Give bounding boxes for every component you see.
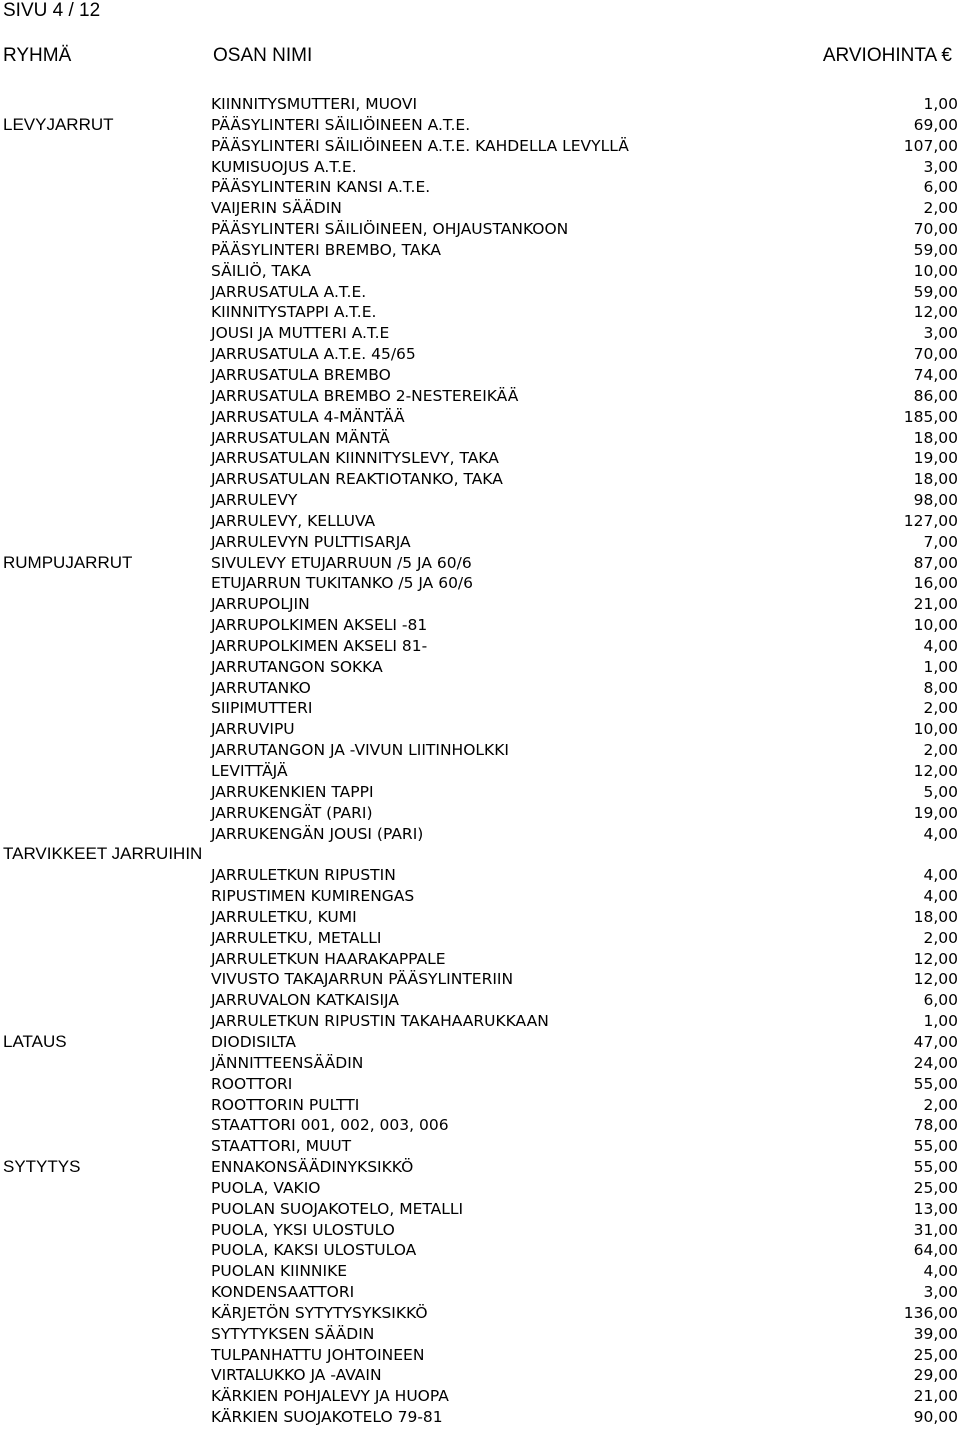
table-row — [0, 365, 960, 386]
price: 25,00 — [913, 1178, 958, 1197]
part-name: PÄÄSYLINTERIN KANSI A.T.E. — [211, 178, 431, 197]
price: 2,00 — [923, 699, 958, 718]
table-row — [0, 282, 960, 303]
group-label: LEVYJARRUT — [3, 114, 114, 134]
part-name: PÄÄSYLINTERI BREMBO, TAKA — [211, 240, 441, 259]
part-name: JARRUKENGÄT (PARI) — [211, 803, 373, 822]
part-name: PUOLAN KIINNIKE — [211, 1262, 348, 1281]
part-name: LEVITTÄJÄ — [211, 762, 288, 780]
price: 4,00 — [923, 1262, 958, 1281]
price: 98,00 — [913, 491, 958, 510]
part-name: JARRUPOLKIMEN AKSELI 81- — [211, 636, 428, 655]
table-row — [0, 511, 960, 532]
group-label: RUMPUJARRUT — [3, 552, 133, 572]
part-name: RIPUSTIMEN KUMIRENGAS — [211, 887, 415, 906]
part-name: JARRUKENKIEN TAPPI — [211, 782, 374, 801]
part-name: JARRULEVYN PULTTISARJA — [211, 532, 411, 551]
table-row — [0, 302, 960, 323]
table-row — [0, 1282, 960, 1303]
part-name: JARRUTANGON SOKKA — [211, 657, 383, 676]
table-row — [0, 886, 960, 907]
table-row — [0, 1386, 960, 1407]
table-row — [0, 1240, 960, 1261]
price: 69,00 — [913, 115, 958, 134]
part-name: ROOTTORIN PULTTI — [211, 1095, 360, 1114]
price: 64,00 — [913, 1241, 958, 1260]
table-row — [0, 198, 960, 219]
price: 4,00 — [923, 636, 958, 655]
table-row — [0, 490, 960, 511]
table-row — [0, 1407, 960, 1428]
price: 55,00 — [913, 1074, 958, 1093]
part-name: PUOLAN SUOJAKOTELO, METALLI — [211, 1199, 464, 1218]
price: 2,00 — [923, 928, 958, 947]
part-name: JARRULETKUN RIPUSTIN — [211, 866, 396, 885]
part-name: JARRUSATULAN MÄNTÄ — [211, 428, 390, 447]
price: 6,00 — [923, 991, 958, 1010]
table-row — [0, 1032, 960, 1053]
part-name: JARRUSATULA 4-MÄNTÄÄ — [211, 407, 405, 426]
table-row — [0, 428, 960, 449]
table-row — [0, 1157, 960, 1178]
table-row — [0, 1178, 960, 1199]
page-number: SIVU 4 / 12 — [3, 0, 101, 21]
part-name: PUOLA, VAKIO — [211, 1178, 321, 1197]
table-row — [0, 636, 960, 657]
price: 47,00 — [913, 1032, 958, 1051]
part-name: KÄRKIEN POHJALEVY JA HUOPA — [211, 1387, 449, 1406]
group-label: SYTYTYS — [3, 1157, 81, 1177]
table-row — [0, 844, 960, 865]
table-row — [0, 615, 960, 636]
price: 90,00 — [913, 1408, 958, 1427]
price: 10,00 — [913, 261, 958, 280]
table-row — [0, 94, 960, 115]
price: 1,00 — [923, 95, 958, 113]
table-row — [0, 177, 960, 198]
price: 18,00 — [913, 428, 958, 447]
price: 74,00 — [913, 365, 958, 384]
table-row — [0, 740, 960, 761]
table-row — [0, 115, 960, 136]
table-row — [0, 803, 960, 824]
part-name: PÄÄSYLINTERI SÄILIÖINEEN A.T.E. — [211, 115, 471, 134]
price: 1,00 — [923, 1012, 958, 1031]
price: 12,00 — [913, 970, 958, 989]
table-row — [0, 261, 960, 282]
price: 86,00 — [913, 386, 958, 405]
table-row — [0, 219, 960, 240]
price: 5,00 — [923, 782, 958, 801]
part-name: SIIPIMUTTERI — [211, 699, 313, 718]
part-name: TULPANHATTU JOHTOINEEN — [211, 1345, 425, 1364]
table-row — [0, 323, 960, 344]
group-label: TARVIKKEET JARRUIHIN — [3, 844, 203, 864]
part-name: PÄÄSYLINTERI SÄILIÖINEEN, OHJAUSTANKOON — [211, 220, 569, 239]
part-name: PUOLA, YKSI ULOSTULO — [211, 1220, 395, 1239]
table-row — [0, 386, 960, 407]
price: 19,00 — [913, 803, 958, 822]
table-row — [0, 1136, 960, 1157]
price: 39,00 — [913, 1324, 958, 1343]
table-row — [0, 1303, 960, 1324]
table-row — [0, 969, 960, 990]
part-name: SYTYTYKSEN SÄÄDIN — [211, 1324, 375, 1343]
header-group: RYHMÄ — [3, 45, 72, 66]
price: 21,00 — [913, 595, 958, 614]
part-name: JÄNNITTEENSÄÄDIN — [211, 1053, 364, 1072]
part-name: JARRUVIPU — [211, 720, 295, 739]
part-name: PUOLA, KAKSI ULOSTULOA — [211, 1241, 417, 1260]
part-name: PÄÄSYLINTERI SÄILIÖINEEN A.T.E. KAHDELLA LEVYLLÄ — [211, 136, 629, 155]
table-row — [0, 1115, 960, 1136]
price: 7,00 — [923, 532, 958, 551]
price: 8,00 — [923, 678, 958, 697]
part-name: KÄRJETÖN SYTYTYSYKSIKKÖ — [211, 1303, 428, 1322]
part-name: KUMISUOJUS A.T.E. — [211, 157, 357, 176]
price: 55,00 — [913, 1158, 958, 1177]
table-row — [0, 240, 960, 261]
table-row — [0, 532, 960, 553]
part-name: JARRUSATULAN KIINNITYSLEVY, TAKA — [211, 449, 499, 468]
part-name: SIVULEVY ETUJARRUUN /5 JA 60/6 — [211, 553, 472, 572]
price: 25,00 — [913, 1345, 958, 1364]
price: 13,00 — [913, 1199, 958, 1218]
price: 10,00 — [913, 720, 958, 739]
price: 70,00 — [913, 345, 958, 364]
table-row — [0, 448, 960, 469]
table-row — [0, 990, 960, 1011]
part-name: KIINNITYSTAPPI A.T.E. — [211, 303, 377, 322]
part-name: JARRUVALON KATKAISIJA — [211, 991, 399, 1010]
price: 127,00 — [903, 511, 958, 530]
part-name: ETUJARRUN TUKITANKO /5 JA 60/6 — [211, 574, 474, 593]
part-name: STAATTORI, MUUT — [211, 1137, 352, 1156]
price: 24,00 — [913, 1053, 958, 1072]
price: 59,00 — [913, 282, 958, 301]
table-row — [0, 949, 960, 970]
header-price: ARVIOHINTA € — [822, 45, 952, 66]
price: 2,00 — [923, 1095, 958, 1114]
part-name: JARRUSATULA BREMBO — [211, 365, 391, 384]
price: 16,00 — [913, 574, 958, 593]
table-row — [0, 824, 960, 845]
part-name: DIODISILTA — [211, 1032, 296, 1051]
table-row — [0, 1261, 960, 1282]
part-name: KIINNITYSMUTTERI, MUOVI — [211, 95, 418, 113]
table-row — [0, 573, 960, 594]
table-row — [0, 553, 960, 574]
table-row — [0, 719, 960, 740]
price: 4,00 — [923, 866, 958, 885]
part-name: ENNAKONSÄÄDINYKSIKKÖ — [211, 1158, 414, 1177]
header-part-name: OSAN NIMI — [213, 45, 313, 66]
part-name: JARRULEVY — [211, 491, 298, 510]
table-row — [0, 698, 960, 719]
table-row — [0, 157, 960, 178]
price: 19,00 — [913, 449, 958, 468]
part-name: JARRUKENGÄN JOUSI (PARI) — [211, 824, 424, 843]
table-row — [0, 782, 960, 803]
table-row — [0, 1220, 960, 1241]
table-row — [0, 407, 960, 428]
price: 3,00 — [923, 324, 958, 343]
table-row — [0, 1095, 960, 1116]
price: 185,00 — [903, 407, 958, 426]
table-row — [0, 907, 960, 928]
part-name: JARRUSATULA A.T.E. 45/65 — [211, 345, 416, 364]
price: 87,00 — [913, 553, 958, 572]
price: 29,00 — [913, 1366, 958, 1385]
part-name: JARRUSATULA BREMBO 2-NESTEREIKÄÄ — [211, 386, 519, 405]
price: 18,00 — [913, 470, 958, 489]
table-row — [0, 136, 960, 157]
price: 55,00 — [913, 1137, 958, 1156]
price: 3,00 — [923, 1283, 958, 1302]
price: 70,00 — [913, 220, 958, 239]
parts-table — [0, 94, 960, 1428]
part-name: JARRULETKUN RIPUSTIN TAKAHAARUKKAAN — [211, 1012, 549, 1031]
price: 31,00 — [913, 1220, 958, 1239]
part-name: STAATTORI 001, 002, 003, 006 — [211, 1116, 449, 1135]
price: 1,00 — [923, 657, 958, 676]
part-name: JARRULETKU, METALLI — [211, 928, 382, 947]
table-row — [0, 1053, 960, 1074]
table-row — [0, 657, 960, 678]
part-name: VIRTALUKKO JA -AVAIN — [211, 1366, 382, 1385]
part-name: JARRULETKUN HAARAKAPPALE — [211, 949, 446, 968]
table-row — [0, 344, 960, 365]
price: 136,00 — [903, 1303, 958, 1322]
part-name: JARRUPOLKIMEN AKSELI -81 — [211, 616, 428, 635]
part-name: JOUSI JA MUTTERI A.T.E — [211, 324, 390, 343]
table-row — [0, 1199, 960, 1220]
part-name: KÄRKIEN SUOJAKOTELO 79-81 — [211, 1408, 443, 1427]
price: 2,00 — [923, 741, 958, 760]
price: 12,00 — [913, 949, 958, 968]
group-label: LATAUS — [3, 1031, 67, 1051]
part-name: JARRUSATULAN REAKTIOTANKO, TAKA — [211, 470, 503, 489]
table-row — [0, 1345, 960, 1366]
part-name: JARRUSATULA A.T.E. — [211, 282, 367, 301]
price: 4,00 — [923, 824, 958, 843]
part-name: VIVUSTO TAKAJARRUN PÄÄSYLINTERIIN — [211, 970, 514, 989]
table-row — [0, 1365, 960, 1386]
part-name: KONDENSAATTORI — [211, 1283, 355, 1302]
table-header — [0, 44, 960, 68]
price: 6,00 — [923, 178, 958, 197]
part-name: SÄILIÖ, TAKA — [211, 261, 311, 280]
table-row — [0, 1074, 960, 1095]
table-row — [0, 594, 960, 615]
part-name: ROOTTORI — [211, 1074, 293, 1093]
part-name: JARRUTANGON JA -VIVUN LIITINHOLKKI — [211, 741, 509, 760]
part-name: JARRUPOLJIN — [211, 595, 310, 614]
part-name: JARRULETKU, KUMI — [211, 907, 357, 926]
price: 2,00 — [923, 199, 958, 218]
price: 78,00 — [913, 1116, 958, 1135]
price: 10,00 — [913, 616, 958, 635]
price: 3,00 — [923, 157, 958, 176]
price: 12,00 — [913, 762, 958, 780]
price: 107,00 — [903, 136, 958, 155]
part-name: JARRUTANKO — [211, 678, 311, 697]
price: 12,00 — [913, 303, 958, 322]
table-row — [0, 678, 960, 699]
table-row — [0, 1011, 960, 1032]
table-row — [0, 928, 960, 949]
price: 18,00 — [913, 907, 958, 926]
part-name: JARRULEVY, KELLUVA — [211, 511, 376, 530]
price: 59,00 — [913, 240, 958, 259]
table-row — [0, 865, 960, 886]
price: 4,00 — [923, 887, 958, 906]
table-row — [0, 761, 960, 782]
price: 21,00 — [913, 1387, 958, 1406]
table-row — [0, 1324, 960, 1345]
part-name: VAIJERIN SÄÄDIN — [211, 199, 342, 218]
table-row — [0, 469, 960, 490]
